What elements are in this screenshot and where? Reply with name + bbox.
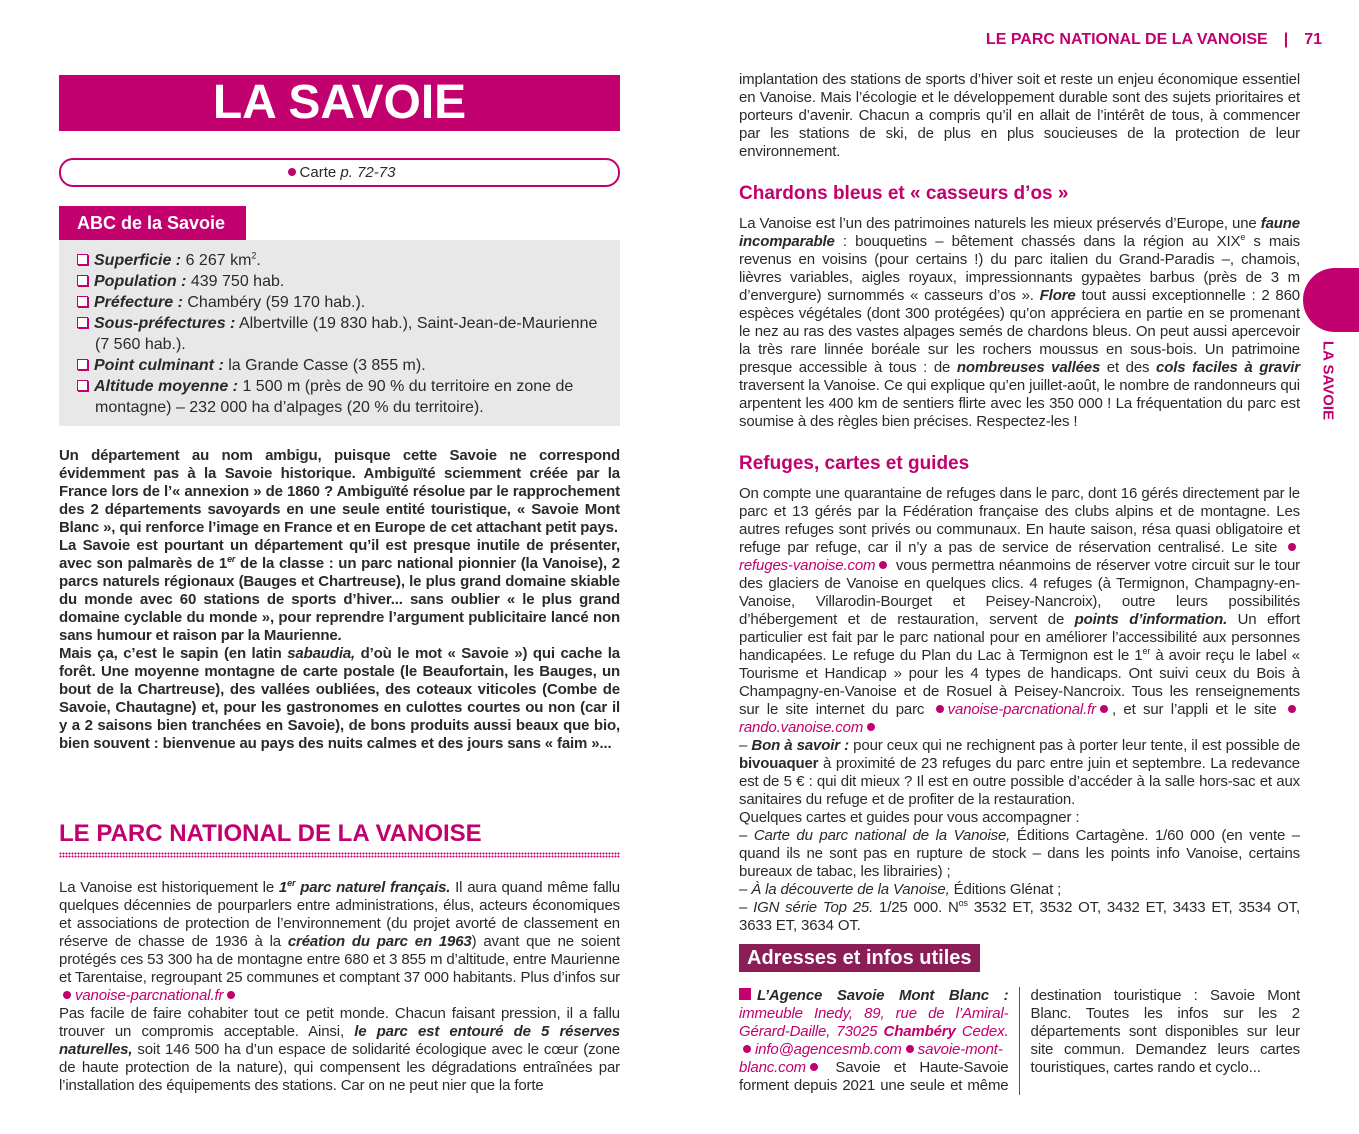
bullet-icon (288, 168, 296, 176)
adresses-text (739, 987, 1300, 1095)
vanoise-text-continued (739, 71, 1300, 161)
text: pour ceux qui ne rechignent pas à porter leur tente, il est possible de (849, 737, 1301, 754)
bullet-icon (1100, 705, 1108, 713)
abc-item (77, 271, 602, 292)
running-header-section: LE PARC NATIONAL DE LA VANOISE (985, 31, 1268, 48)
checkbox-bullet-icon (77, 380, 88, 391)
paragraph (59, 879, 620, 1005)
text: ) avant que ne soient protégés ces 53 300 ha de montagne entre 680 et 3 855 m d’altitude, entre Maurienne et Tarentaise, regroupant 25 communes et comptant 37 000 habitants. Plus d’infos sur (59, 933, 620, 986)
bold-text: de la classe : un parc national pionnier (la Vanoise), 2 parcs naturels régionaux (Bauges et Chartreuse), le plus grand domaine skiable du monde avec 60 stations de sports d’hiver... sans oublier « le plus grand domaine cyclable du monde », pour reprendre l’argument publicitaire lancé non sans humour et raison par la Maurienne. (59, 555, 620, 644)
text: Éditions Cartagène. 1/60 000 (en vente – quand ils ne sont pas en rupture de stock – dans les points info Vanoise, certains bureaux de tabac, les librairies) ; (739, 827, 1300, 880)
link[interactable]: Cedex. (955, 1023, 1009, 1040)
map-reference (59, 158, 620, 187)
dotted-divider (59, 852, 620, 858)
emphasis-text: points d’information. (1074, 611, 1228, 628)
side-tab-label: LA SAVOIE (1319, 340, 1337, 421)
refuges-text (739, 485, 1300, 935)
text: 439 750 hab. (186, 273, 285, 290)
text: 6 267 km (181, 252, 252, 269)
paragraph (739, 809, 1300, 827)
abc-item (77, 355, 602, 376)
link[interactable]: vanoise-parcnational.fr (75, 987, 224, 1004)
emphasis-text: Préfecture : (94, 294, 183, 311)
abc-box (59, 240, 620, 426)
text: – (739, 899, 754, 916)
paragraph (59, 1005, 620, 1095)
superscript: er (227, 554, 236, 564)
paragraph (739, 899, 1300, 935)
bullet-icon (867, 723, 875, 731)
emphasis-text: Flore (1039, 287, 1076, 304)
italic-text: À la découverte de la Vanoise, (751, 881, 950, 898)
paragraph (739, 485, 1300, 737)
bullet-icon (743, 1045, 751, 1053)
paragraph (739, 881, 1300, 899)
paragraph (739, 215, 1300, 431)
emphasis-text: nombreuses vallées (956, 359, 1101, 376)
text: 1 500 m (près de 90 % du territoire en zone de montagne) – 232 000 ha d’alpages (20 % du territoire). (95, 378, 574, 416)
link[interactable]: immeuble Inedy, 89, rue de l’Amiral-Gérard-Daille, 73025 (739, 1005, 1009, 1040)
bold-text: La Savoie est pourtant un département qu’il est presque inutile de présenter, avec son palmarès de 1 (59, 537, 620, 572)
link[interactable]: info@agencesmb.com (755, 1041, 902, 1058)
link[interactable]: savoie-mont-blanc.com (739, 1041, 1003, 1076)
link[interactable]: vanoise-parcnational.fr (947, 701, 1096, 718)
bullet-icon (879, 561, 887, 569)
checkbox-bullet-icon (77, 275, 88, 286)
bullet-icon (1288, 543, 1296, 551)
heading-chardons: Chardons bleus et « casseurs d’os » (739, 183, 1069, 204)
checkbox-bullet-icon (77, 254, 88, 265)
emphasis-text: 1 (278, 879, 288, 896)
paragraph (59, 537, 620, 645)
text: Savoie et Haute-Savoie forment depuis 2021 une seule et même destination touristique : Savoie Mont Blanc. Toutes les infos sur les 2 départements sont disponibles sur leur site commun. Demandez leurs cartes touristiques, cartes rando et cyclo... (739, 987, 1300, 1094)
bold-text: d’où le mot « Savoie ») qui cache la forêt. Une moyenne montagne de carte postale (le Beaufortain, les Bauges, un bout de la Chartreuse), des vallées oubliées, des coteaux viticoles (Combe de Savoie, Chautagne) et, pour les gastronomes en culottes courtes ou non (car il y a 2 saisons bien tranchées en Savoie), de bons produits aussi beaux que bio, bien souvent : bienvenue au pays des nuits calmes et des jours sans « faim »... (59, 645, 621, 752)
bullet-icon (810, 1063, 818, 1071)
text: Quelques cartes et guides pour vous accompagner : (739, 809, 1080, 826)
bullet-icon (936, 705, 944, 713)
checkbox-bullet-icon (77, 359, 88, 370)
superscript: er (1142, 646, 1151, 656)
bold-text: Un département au nom ambigu, puisque cette Savoie ne correspond évidemment pas à la Savoie historique. Ambiguïté sciemment créée par la France lors de l’« annexion » de 1860 ? Ambiguïté résolue par le rapprochement des 2 départements savoyards en une seule entité touristique, « Savoie Mont Blanc », qui renforce l’image en France et en Europe de cet attachant petit pays. (59, 447, 620, 536)
intro-text (59, 447, 620, 753)
text: tout aussi exceptionnelle : 2 860 espèces végétales (dont 300 protégées) qu’on appréciera en partie en se promenant le nez au ras des vastes alpages semés de chardons bleus. On peut aussi apercevoir la très rare linnée boréale sur les rochers moussus en sous-bois. Un patrimoine presque accessible à tous : de (739, 287, 1300, 376)
bold-text: Mais ça, c’est le sapin (en latin (59, 645, 288, 662)
paragraph (739, 737, 1300, 809)
text: Pas facile de faire cohabiter tout ce petit monde. Chacun faisant pression, il a fallu trouver un compromis acceptable. Ainsi, (59, 1005, 620, 1040)
emphasis-text: Population : (94, 273, 187, 290)
text: – (739, 827, 754, 844)
text: La Vanoise est l’un des patrimoines naturels les mieux préservés d’Europe, une (739, 215, 1261, 232)
paragraph (59, 447, 620, 537)
page-number: 71 (1304, 31, 1322, 48)
emphasis-text: création du parc en 1963 (287, 933, 472, 950)
bullet-icon (906, 1045, 914, 1053)
page-title: LA SAVOIE (59, 75, 620, 131)
map-reference-label: Carte (299, 164, 337, 181)
text: 3532 ET, 3532 OT, 3432 ET, 3433 ET, 3534 OT, 3633 ET, 3634 OT. (739, 899, 1300, 934)
emphasis-text: parc naturel français. (295, 879, 451, 896)
abc-item (77, 313, 602, 355)
text: soit 146 500 ha d’un espace de solidarité écologique avec le cœur (zone de haute protection de la nature), qui compensent les dégradations entraînées par l’installation des équipements des stations. Car on ne peut nier que la forte (59, 1041, 620, 1094)
abc-item (77, 292, 602, 313)
text: implantation des stations de sports d’hiver soit et reste un enjeu économique essentiel en Vanoise. Mais l’écologie et le développement durable sont des sujets prioritaires et porteurs d’avenir. Chacun a compris qu’il en allait de l’intérêt de tous, à commencer par les stations de ski, de plus en plus soucieuses de la protection de leur environnement. (739, 71, 1300, 160)
text: la Grande Casse (3 855 m). (223, 357, 426, 374)
divider: | (1283, 31, 1289, 48)
abc-heading: ABC de la Savoie (59, 206, 246, 240)
abc-item (77, 250, 602, 271)
text: vous permettra néanmoins de réserver votre circuit sur le tour des glaciers de Vanoise en quelques clics. 4 refuges (à Termignon, Champagny-en-Vanoise, Villarodin-Bourget et Peisey-Nancroix), outre leurs possibilités d’hébergement et de restauration, servent de (739, 557, 1300, 628)
text: à proximité de 23 refuges du parc entre juin et septembre. La redevance est de 5 € : qui dit mieux ? Il est en outre possible d’accéder à la salle hors-sac et aux sanitaires du refuge et de profiter de la restauration. (739, 755, 1300, 808)
superscript: er (287, 878, 296, 888)
emphasis-text: le parc est entouré de 5 réserves naturelles, (59, 1023, 620, 1058)
bullet-icon (1288, 705, 1296, 713)
paragraph (739, 827, 1300, 881)
text: Il aura quand même fallu quelques décennies de pourparlers entre administrations, élus, acteurs économiques et associations de protection de l’environnement (du projet avorté de classement en réserve de chasse de 1936 à la (59, 879, 620, 950)
text: Chambéry (59 170 hab.). (182, 294, 366, 311)
superscript: os (958, 898, 968, 908)
link-emphasis[interactable]: Chambéry (883, 1023, 956, 1040)
link[interactable]: rando.vanoise.com (739, 719, 864, 736)
text: – (739, 737, 752, 754)
text: Éditions Glénat ; (949, 881, 1062, 898)
text: Albertville (19 830 hab.), Saint-Jean-de-Maurienne (7 560 hab.). (95, 315, 598, 353)
bullet-icon (63, 991, 71, 999)
text: , et sur l’appli et le site (1111, 701, 1284, 718)
map-reference-pages: p. 72-73 (340, 164, 396, 181)
text: . (256, 252, 261, 269)
text: : bouquetins – bêtement chassés dans la région au XIX (834, 233, 1241, 250)
paragraph (739, 71, 1300, 161)
abc-item (77, 376, 602, 418)
link[interactable]: refuges-vanoise.com (739, 557, 876, 574)
emphasis-text: Bon à savoir : (751, 737, 849, 754)
emphasis-text: Sous-préfectures : (94, 315, 236, 332)
vanoise-text (59, 879, 620, 1095)
text: La Vanoise est historiquement le (59, 879, 279, 896)
text: Un effort particulier est fait par le parc national pour en améliorer l’accessibilité aux personnes handicapées. Le refuge du Plan du Lac à Termignon est le 1 (739, 611, 1300, 664)
emphasis-text: L’Agence Savoie Mont Blanc : (757, 987, 1009, 1004)
paragraph (739, 987, 1300, 1095)
running-header (986, 31, 1322, 49)
superscript: 2 (251, 250, 257, 261)
emphasis-text: cols faciles à gravir (1156, 359, 1300, 376)
checkbox-bullet-icon (77, 317, 88, 328)
text: On compte une quarantaine de refuges dans le parc, dont 16 gérés directement par le parc et 13 gérés par la Fédération française des clubs alpins et de montagne. Les autres refuges sont privés ou communaux. En haute saison, résa quasi obligatoire et refuge par refuge, car il n’y a pas de service de réservation centralisé. Le site (739, 485, 1300, 556)
bold-text: bivouaquer (739, 755, 819, 772)
heading-refuges: Refuges, cartes et guides (739, 453, 970, 474)
text: s mais revenus en voisins (pour certains !) du parc italien du Grand-Paradis –, chamois, lièvres variables, aigles royaux, impressionnants gypaètes barbus (près de 3 m d’envergure) surnommés « casseurs d’os ». (739, 233, 1300, 304)
heading-adresses: Adresses et infos utiles (739, 944, 980, 972)
text: à avoir reçu le label « Tourisme et Handicap » pour les 4 types de handicaps. Ont suivi ceux du Bois à Champagny-en-Vanoise et de Rosuel à Peisey-Nancroix. Tous les renseignements sur le site internet du parc (739, 647, 1300, 718)
emphasis-text: sabaudia, (287, 645, 356, 662)
square-bullet-icon (739, 988, 751, 1000)
text: traversent la Vanoise. Ce qui explique qu’en juillet-août, le nombre de randonneurs qui arpentent les 400 km de sentiers flirte avec les 350 000 ! La fréquentation du parc est soumise à des règles bien précises. Respectez-les ! (739, 377, 1300, 430)
text: et des (1100, 359, 1157, 376)
emphasis-text: Altitude moyenne : (94, 378, 239, 395)
checkbox-bullet-icon (77, 296, 88, 307)
paragraph (59, 645, 620, 753)
italic-text: Carte du parc national de la Vanoise, (753, 827, 1011, 844)
section-heading-vanoise: LE PARC NATIONAL DE LA VANOISE (59, 820, 482, 847)
text: 1/25 000. N (873, 899, 959, 916)
emphasis-text: faune incomparable (739, 215, 1300, 250)
side-thumb-tab (1303, 268, 1359, 332)
emphasis-text: Point culminant : (94, 357, 224, 374)
chardons-text (739, 215, 1300, 431)
italic-text: IGN série Top 25. (753, 899, 874, 916)
superscript: e (1240, 232, 1246, 242)
bullet-icon (227, 991, 235, 999)
emphasis-text: Superficie : (94, 252, 182, 269)
text: – (739, 881, 752, 898)
